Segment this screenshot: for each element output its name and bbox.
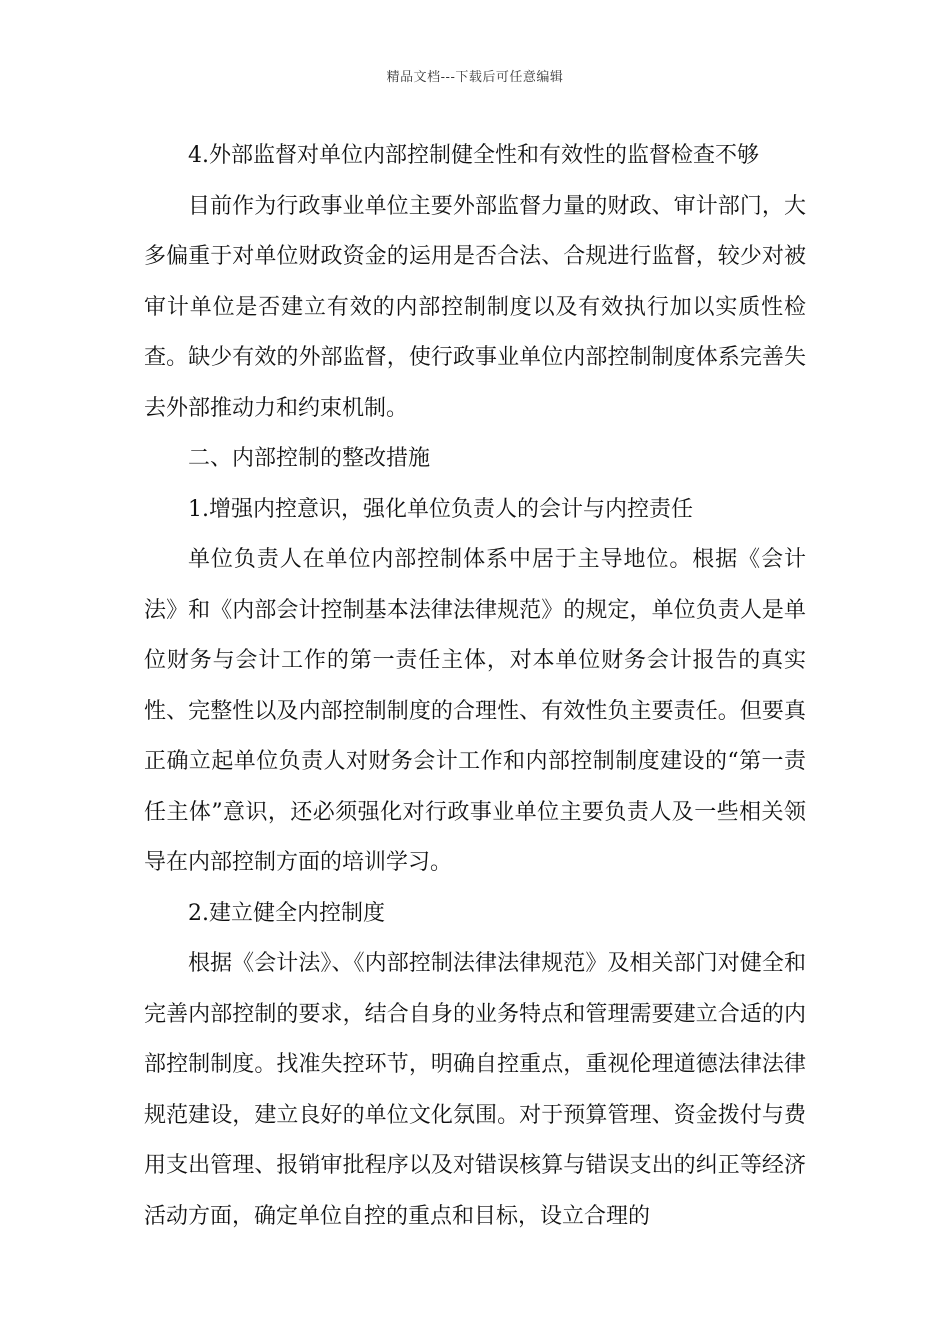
- paragraph-external-supervision: 目前作为行政事业单位主要外部监督力量的财政、审计部门，大多偏重于对单位财政资金的运用是否合法、合规进行监督，较少对被审计单位是否建立有效的内部控制制度以及有效执行加以实质性检查。缺少有效的外部监督，使行政事业单位内部控制制度体系完善失去外部推动力和约束机制。: [144, 193, 806, 421]
- heading-external-supervision: 4.外部监督对单位内部控制健全性和有效性的监督检查不够: [188, 143, 759, 168]
- section-heading-rectification: 二、内部控制的整改措施: [188, 446, 431, 471]
- paragraph-awareness: 单位负责人在单位内部控制体系中居于主导地位。根据《会计法》和《内部会计控制基本法律法律规范》的规定，单位负责人是单位财务与会计工作的第一责任主体，对本单位财务会计报告的真实性、完整性以及内部控制制度的合理性、有效性负主要责任。但要真正确立起单位负责人对财务会计工作和内部控制制度建设的“第一责任主体”意识，还必须强化对行政事业单位主要负责人及一些相关领导在内部控制方面的培训学习。: [144, 547, 806, 875]
- page-header: 精品文档---下载后可任意编辑: [386, 70, 564, 85]
- heading-control-system: 2.建立健全内控制度: [188, 900, 385, 926]
- document-body: [144, 131, 806, 1242]
- heading-awareness: 1.增强内控意识，强化单位负责人的会计与内控责任: [188, 496, 693, 522]
- paragraph-control-system: 根据《会计法》、《内部控制法律法律规范》及相关部门对健全和完善内部控制的要求，结合自身的业务特点和管理需要建立合适的内部控制制度。找准失控环节，明确自控重点，重视伦理道德法律法律规范建设，建立良好的单位文化氛围。对于预算管理、资金拨付与费用支出管理、报销审批程序以及对错误核算与错误支出的纠正等经济活动方面，确定单位自控的重点和目标，设立合理的: [144, 951, 806, 1229]
